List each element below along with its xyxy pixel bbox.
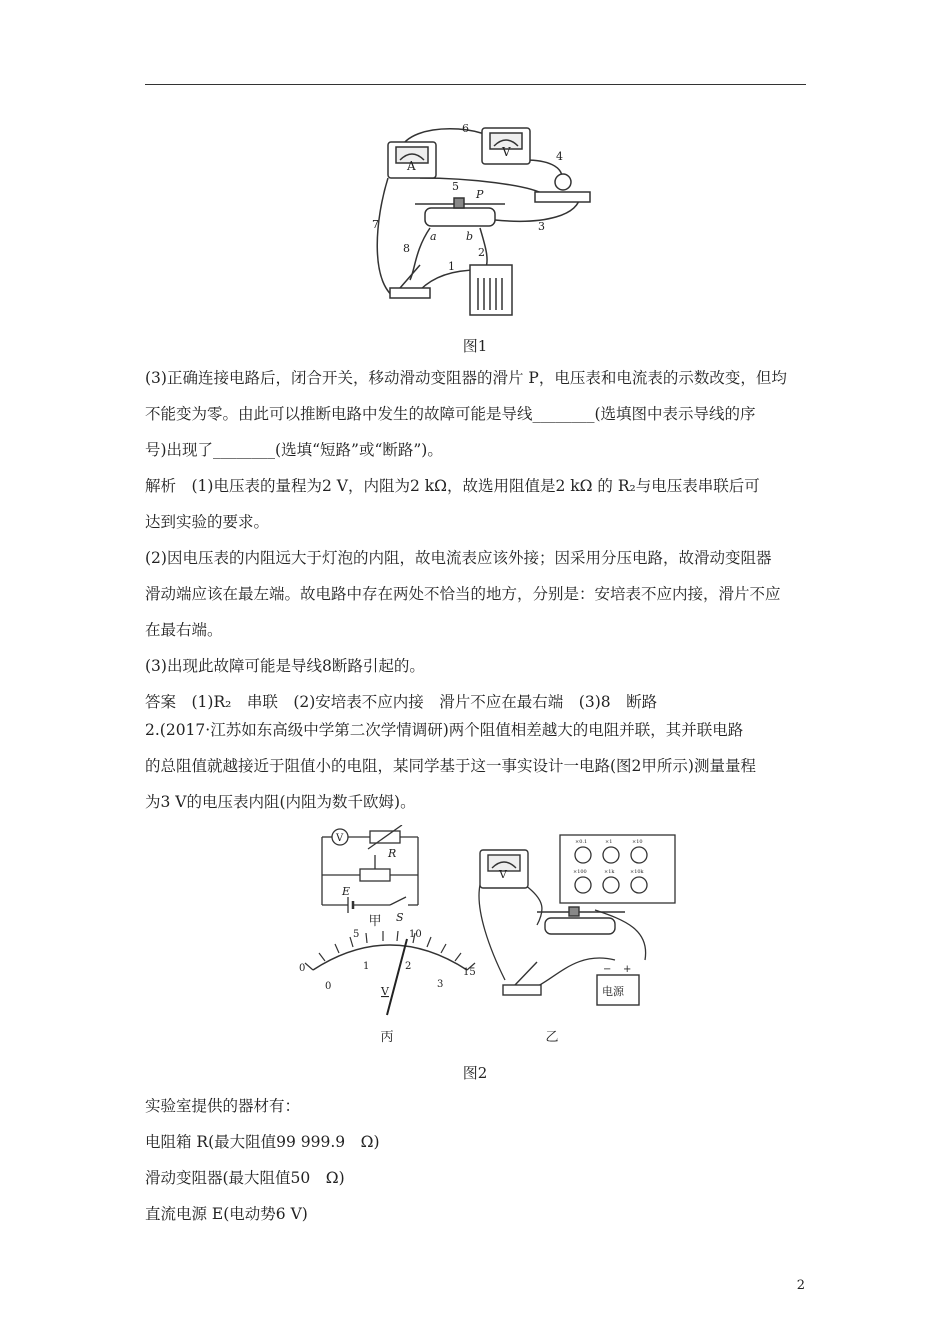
figure-2-yi-setup: [475, 830, 680, 1015]
bing-top-tick: 10: [409, 929, 422, 940]
yi-rheostat: [537, 907, 625, 934]
slider-label: P: [476, 188, 484, 201]
analysis-line: (3)出现此故障可能是导线8断路引起的。: [145, 657, 425, 675]
wire-label-1: 1: [448, 260, 455, 273]
end-a-label: a: [430, 230, 437, 243]
wire-label-5: 5: [452, 180, 459, 193]
jia-v-label: V: [336, 833, 344, 844]
q3-line: (3)正确连接电路后，闭合开关，移动滑动变阻器的滑片 P，电压表和电流表的示数改变，但均: [145, 369, 787, 387]
question-3: [145, 360, 810, 468]
equipment-line: 滑动变阻器(最大阻值50 Ω): [145, 1169, 345, 1187]
dial-label: ×10k: [630, 869, 644, 875]
ammeter-label: A: [407, 159, 416, 173]
power-label: 电源: [602, 985, 624, 998]
battery: [470, 265, 512, 315]
figure-2-caption: 图2: [462, 1064, 488, 1082]
analysis-line: (2)因电压表的内阻远大于灯泡的内阻，故电流表应该外接；因采用分压电路，故滑动变阻器: [145, 549, 772, 567]
lamp-board: [535, 174, 590, 202]
answer-line: 答案 (1)R₂ 串联 (2)安培表不应内接 滑片不应在最右端 (3)8 断路: [145, 693, 658, 711]
figure-1-circuit: [370, 120, 595, 330]
q2-line: 的总阻值就越接近于阻值小的电阻，某同学基于这一事实设计一电路(图2甲所示)测量量程: [145, 757, 756, 775]
jia-s-label: S: [396, 911, 404, 924]
dial-label: ×0.1: [575, 839, 588, 845]
equipment-line: 实验室提供的器材有：: [145, 1097, 301, 1115]
q2-line: 为3 V的电压表内阻(内阻为数千欧姆)。: [145, 793, 416, 811]
wire-label-7: 7: [372, 218, 379, 231]
bing-bottom-tick: 0: [325, 981, 332, 992]
wire-label-6: 6: [462, 122, 469, 135]
bing-caption: 丙: [380, 1030, 394, 1045]
dial-label: ×10: [632, 839, 643, 845]
needle: [387, 939, 407, 1015]
end-b-label: b: [466, 230, 474, 243]
wire-label-2: 2: [478, 246, 485, 259]
rheostat: [415, 198, 505, 226]
figure-1-caption: 图1: [462, 337, 488, 355]
analysis-line: 达到实验的要求。: [145, 513, 270, 531]
dial-label: ×100: [573, 869, 587, 875]
equipment-list: [145, 1088, 810, 1232]
equipment-line: 直流电源 E(电动势6 V): [145, 1205, 308, 1223]
analysis: [145, 468, 810, 720]
yi-v-label: V: [499, 868, 507, 881]
jia-e-label: E: [342, 885, 351, 898]
page-number: 2: [796, 1278, 805, 1293]
figure-2-bing-scale: [295, 925, 485, 1025]
power-minus: −: [603, 964, 612, 975]
equipment-line: 电阻箱 R(最大阻值99 999.9 Ω): [145, 1133, 380, 1151]
bing-bottom-tick: 3: [437, 979, 444, 990]
dial-label: ×1: [605, 839, 613, 845]
voltmeter-label: V: [502, 145, 511, 159]
analysis-line: 在最右端。: [145, 621, 223, 639]
wire-label-4: 4: [556, 150, 563, 163]
bing-v-label: V: [381, 985, 389, 998]
yi-caption: 乙: [545, 1030, 559, 1045]
bing-bottom-tick: 1: [363, 961, 370, 972]
wire-label-3: 3: [538, 220, 545, 233]
q3-line: 号)出现了________(选填“短路”或“断路”)。: [145, 441, 443, 459]
bing-bottom-tick: 2: [405, 961, 412, 972]
jia-r-label: R: [388, 847, 397, 860]
header-rule: [145, 84, 806, 85]
yi-switch: [503, 962, 541, 995]
q3-line: 不能变为零。由此可以推断电路中发生的故障可能是导线________(选填图中表示导线的序: [145, 405, 756, 423]
power-plus: +: [623, 964, 632, 975]
bing-top-tick: 0: [299, 963, 306, 974]
dial-label: ×1k: [604, 869, 615, 875]
question-2: [145, 712, 810, 820]
q2-line: 2.(2017·江苏如东高级中学第二次学情调研)两个阻值相差越大的电阻并联，其并联电路: [145, 721, 744, 739]
bing-top-tick: 15: [463, 967, 476, 978]
wire-label-8: 8: [403, 242, 410, 255]
wire-7: [377, 178, 395, 298]
switch: [390, 265, 430, 298]
bing-top-tick: 5: [353, 929, 360, 940]
analysis-line: 解析 (1)电压表的量程为2 V，内阻为2 kΩ，故选用阻值是2 kΩ 的 R₂与电压表串联后可: [145, 477, 760, 495]
analysis-line: 滑动端应该在最左端。故电路中存在两处不恰当的地方，分别是：安培表不应内接，滑片不应: [145, 585, 781, 603]
jia-caption: 甲: [368, 914, 382, 929]
